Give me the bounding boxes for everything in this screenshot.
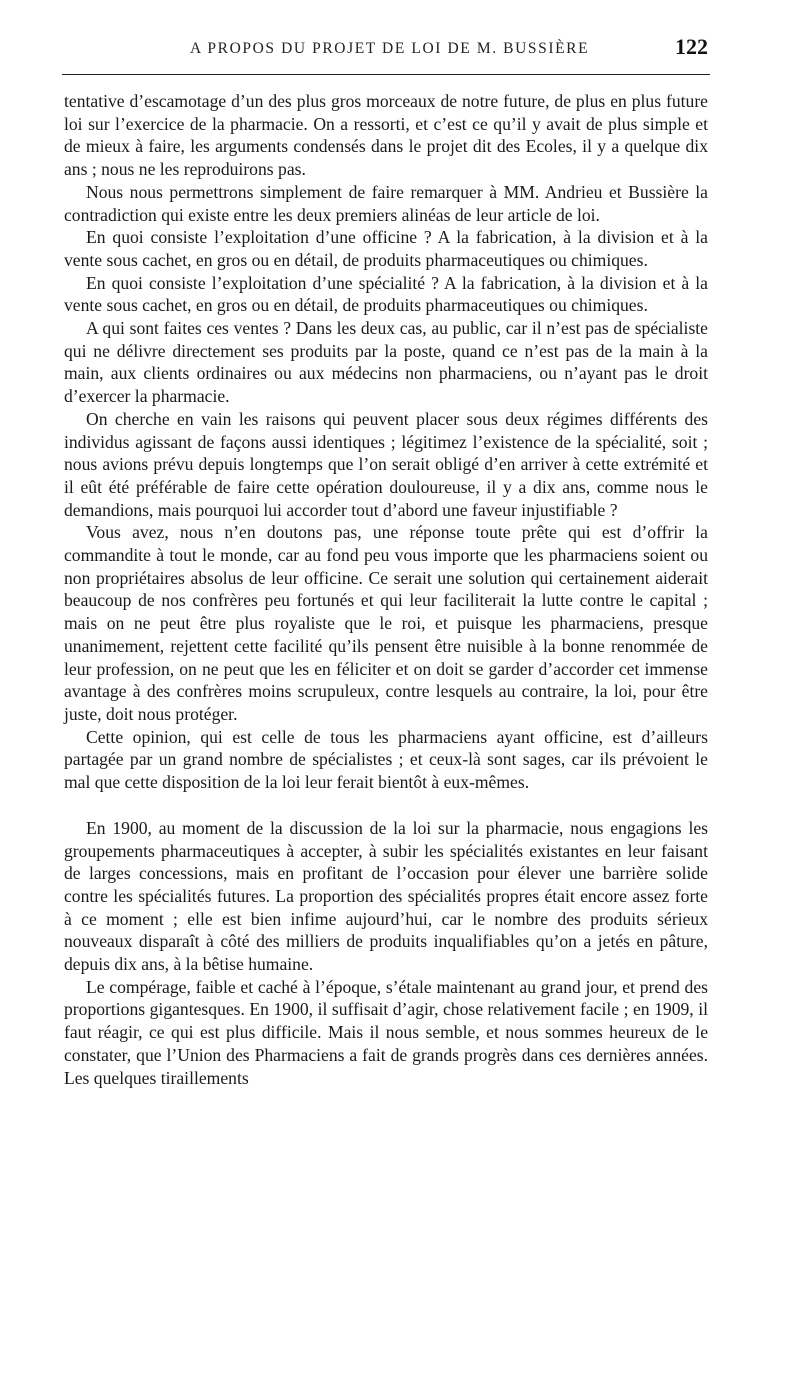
paragraph: tentative d’escamotage d’un des plus gros morceaux de notre future, de plus en plus future loi sur l’exercice de la pharmacie. On a ressorti, et c’est ce qu’il y avait de plus simple et de mieux à faire, les arguments condensés dans le projet dit des Ecoles, il y a quelque dix ans ; nous ne les reproduirons pas. (64, 91, 708, 180)
page-header (62, 36, 712, 66)
running-title: A PROPOS DU PROJET DE LOI DE M. BUSSIÈRE (190, 40, 590, 57)
paragraph: Vous avez, nous n’en doutons pas, une réponse toute prête qui est d’offrir la commandite à tout le monde, car au fond peu vous importe que les pharmaciens soient ou non propriétaires absolus de leur officine. Ce serait une solution qui certainement aiderait beaucoup de nos confrères peu fortunés et qui leur faciliterait la lutte contre le capital ; mais on ne peut être plus royaliste que le roi, et puisque les pharmaciens, presque unanimement, rejettent cette facilité qu’ils pensent être nuisible à la bonne renommée de leur profession, on ne peut que les en féliciter et on doit se garder d’accorder cet immense avantage à des confrères moins scrupuleux, contre lesquels au contraire, la loi, pour être juste, doit nous protéger. (64, 522, 708, 724)
body-text (64, 90, 708, 1089)
page-number: 122 (675, 34, 708, 59)
paragraph: En quoi consiste l’exploitation d’une spécialité ? A la fabrication, à la division et à la vente sous cachet, en gros ou en détail, de produits pharmaceutiques ou chimiques. (64, 272, 708, 316)
paragraph: En 1900, au moment de la discussion de la loi sur la pharmacie, nous engagions les groupements pharmaceutiques à accepter, à subir les spécialités existantes en leur faisant de larges concessions, mais en profitant de l’occasion pour élever une barrière solide contre les spécialités futures. La proportion des spécialités propres était encore assez forte à ce moment ; elle est bien infime aujourd’hui, car le nombre des produits sérieux nouveaux disparaît à côté des milliers de produits inqualifiables qu’on a jetés en pâture, depuis dix ans, à la bêtise humaine. (64, 817, 708, 975)
paragraph: Nous nous permettrons simplement de faire remarquer à MM. Andrieu et Bussière la contradiction qui existe entre les deux premiers alinéas de leur article de loi. (64, 181, 708, 225)
paragraph: Cette opinion, qui est celle de tous les pharmaciens ayant officine, est d’ailleurs partagée par un grand nombre de spécialistes ; et ceux-là sont sages, car ils prévoient le mal que cette disposition de la loi leur ferait bientôt à eux-mêmes. (64, 726, 708, 793)
paragraph: En quoi consiste l’exploitation d’une officine ? A la fabrication, à la division et à la vente sous cachet, en gros ou en détail, de produits pharmaceutiques ou chimiques. (64, 227, 708, 270)
paragraph: A qui sont faites ces ventes ? Dans les deux cas, au public, car il n’est pas de spécialiste qui ne délivre directement ses produits par la poste, quand ce n’est pas de la main à la main, aux clients ordinaires ou aux médecins non pharmaciens, ou n’ayant pas le droit d’exercer la pharmacie. (64, 318, 708, 407)
header-rule (62, 74, 710, 75)
paragraph: On cherche en vain les raisons qui peuvent placer sous deux régimes différents des individus agissant de façons aussi identiques ; légitimez l’existence de la spécialité, soit ; nous avions prévu depuis longtemps que l’on serait obligé d’en arriver à cette extrémité et il eût été préférable de faire cette opération douloureuse, il y a dix ans, comme nous le demandions, mais pourquoi lui accorder tout d’abord une faveur injustifiable ? (64, 408, 708, 520)
paragraph: Le compérage, faible et caché à l’époque, s’étale maintenant au grand jour, et prend des proportions gigantesques. En 1900, il suffisait d’agir, chose relativement facile ; en 1909, il faut réagir, ce qui est plus difficile. Mais il nous semble, et nous sommes heureux de le constater, que l’Union des Pharmaciens a fait de grands progrès dans ces dernières années. Les quelques tiraillements (64, 976, 708, 1088)
